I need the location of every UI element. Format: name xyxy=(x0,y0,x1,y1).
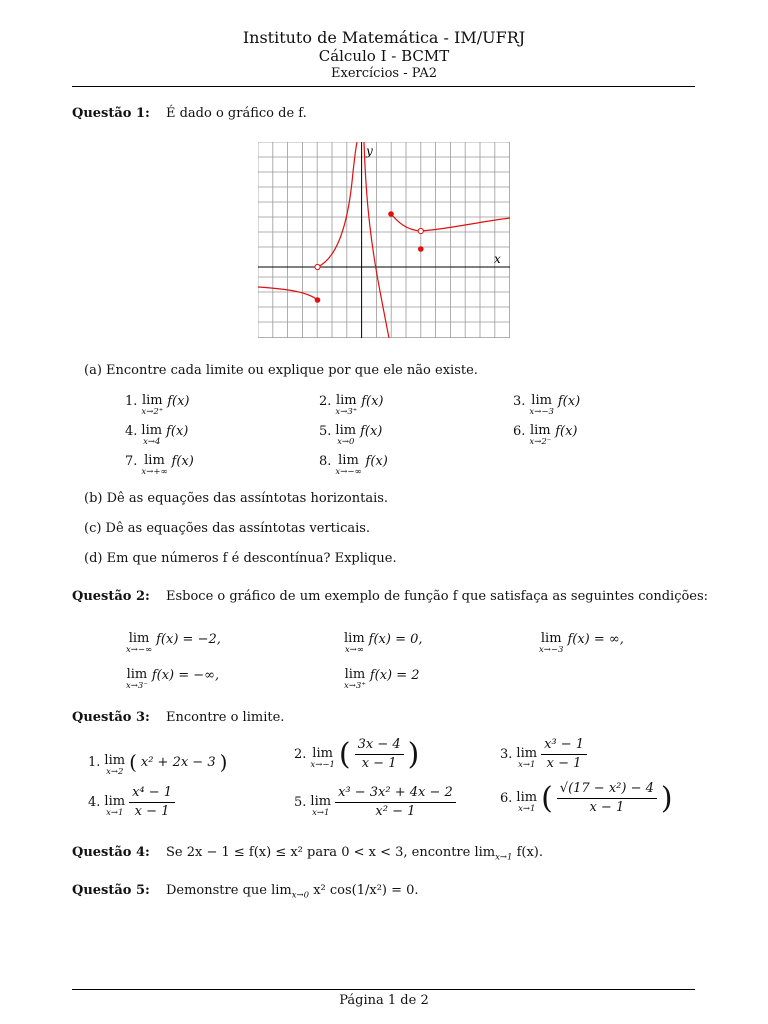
question-label: Questão 5: xyxy=(72,883,150,898)
q1-part-b: (b) Dê as equações das assíntotas horizontais. xyxy=(84,491,389,506)
function-curve xyxy=(258,142,510,338)
limit-subscript: x→0 xyxy=(291,890,310,901)
q3-item-2: 2. lim x→−1 ( $\frac{3x - 4}{x - 1}$ ) xyxy=(294,736,420,772)
q2-condition-5: lim x→3⁺ f(x) = 2 xyxy=(344,667,420,691)
question-text: Encontre o limite. xyxy=(165,710,285,725)
question-tail: f(x). xyxy=(512,845,543,860)
question-text: Esboce o gráfico de um exemplo de função f que satisfaça as seguintes condições: xyxy=(165,589,709,604)
q1-limit-4: 4. lim x→4 f(x) xyxy=(125,423,189,447)
q1-limit-6: 6. lim x→2⁻ f(x) xyxy=(513,423,578,447)
q1-limit-5: 5. lim x→0 f(x) xyxy=(319,423,383,447)
open-point xyxy=(315,264,320,269)
q1-part-c: (c) Dê as equações das assíntotas verticais. xyxy=(84,521,371,536)
closed-point xyxy=(315,297,321,303)
q1-limit-8: 8. lim x→−∞ f(x) xyxy=(319,453,388,477)
q1-part-d: (d) Em que números f é descontínua? Explique. xyxy=(84,551,397,566)
header-rule xyxy=(72,86,695,87)
q1-limit-1: 1. lim x→2⁺ f(x) xyxy=(125,393,190,417)
question-3 xyxy=(72,710,284,725)
q3-item-5: 5. lim x→1 $\frac{\text{x³ − 3x² + 4x − 2}}{\text{x² − 1}}$ xyxy=(294,786,456,820)
q3-item-1: 1. lim x→2 ( x² + 2x − 3 ) xyxy=(88,750,228,777)
graph-grid xyxy=(258,142,510,338)
course-title: Cálculo I - BCMT xyxy=(318,47,450,65)
y-axis-label: y xyxy=(366,144,373,158)
function-graph xyxy=(258,142,510,338)
q1-limit-7: 7. lim x→+∞ f(x) xyxy=(125,453,194,477)
graph-axes xyxy=(258,142,510,338)
open-point xyxy=(418,228,423,233)
question-text: Demonstre que lim xyxy=(165,883,292,898)
q1-limit-2: 2. lim x→3⁺ f(x) xyxy=(319,393,384,417)
q1-part-a: (a) Encontre cada limite ou explique por que ele não existe. xyxy=(84,363,478,378)
question-label: Questão 4: xyxy=(72,845,150,860)
graph-points xyxy=(315,211,424,303)
exercise-title: Exercícios - PA2 xyxy=(331,66,437,81)
q3-item-4: 4. lim x→1 $\frac{\text{x⁴ − 1}}{x - 1}$ xyxy=(88,786,175,820)
x-axis-label: x xyxy=(494,252,501,266)
page-number: Página 1 de 2 xyxy=(339,993,429,1008)
question-label: Questão 1: xyxy=(72,106,150,121)
q2-condition-3: lim x→−3 f(x) = ∞, xyxy=(539,631,624,655)
q3-item-3: 3. lim x→1 $\frac{\text{x³ − 1}}{x - 1}$ xyxy=(500,738,587,772)
question-1 xyxy=(72,106,307,121)
footer-rule xyxy=(72,989,695,990)
institute-title: Instituto de Matemática - IM/UFRJ xyxy=(242,28,526,47)
q2-condition-4: lim x→3⁻ f(x) = −∞, xyxy=(126,667,220,691)
q1-limit-3: 3. lim x→−3 f(x) xyxy=(513,393,581,417)
q2-condition-1: lim x→−∞ f(x) = −2, xyxy=(126,631,221,655)
question-tail: x² cos(1/x²) = 0. xyxy=(309,883,419,898)
curve-rising-branch xyxy=(318,142,358,267)
question-label: Questão 3: xyxy=(72,710,150,725)
question-text: É dado o gráfico de f. xyxy=(165,106,307,121)
q2-condition-2: lim x→∞ f(x) = 0, xyxy=(344,631,423,655)
question-text: Se 2x − 1 ≤ f(x) ≤ x² para 0 < x < 3, encontre lim xyxy=(165,845,496,860)
closed-point xyxy=(388,211,394,217)
question-4 xyxy=(72,845,543,863)
q3-item-6: 6. lim x→1 ( $\frac{\text{√(17 − x²) − 4}}{x - 1}$ ) xyxy=(500,780,673,816)
question-5 xyxy=(72,883,419,901)
question-2 xyxy=(72,589,708,604)
closed-point xyxy=(418,246,424,252)
limit-subscript: x→1 xyxy=(495,852,513,863)
question-label: Questão 2: xyxy=(72,589,150,604)
